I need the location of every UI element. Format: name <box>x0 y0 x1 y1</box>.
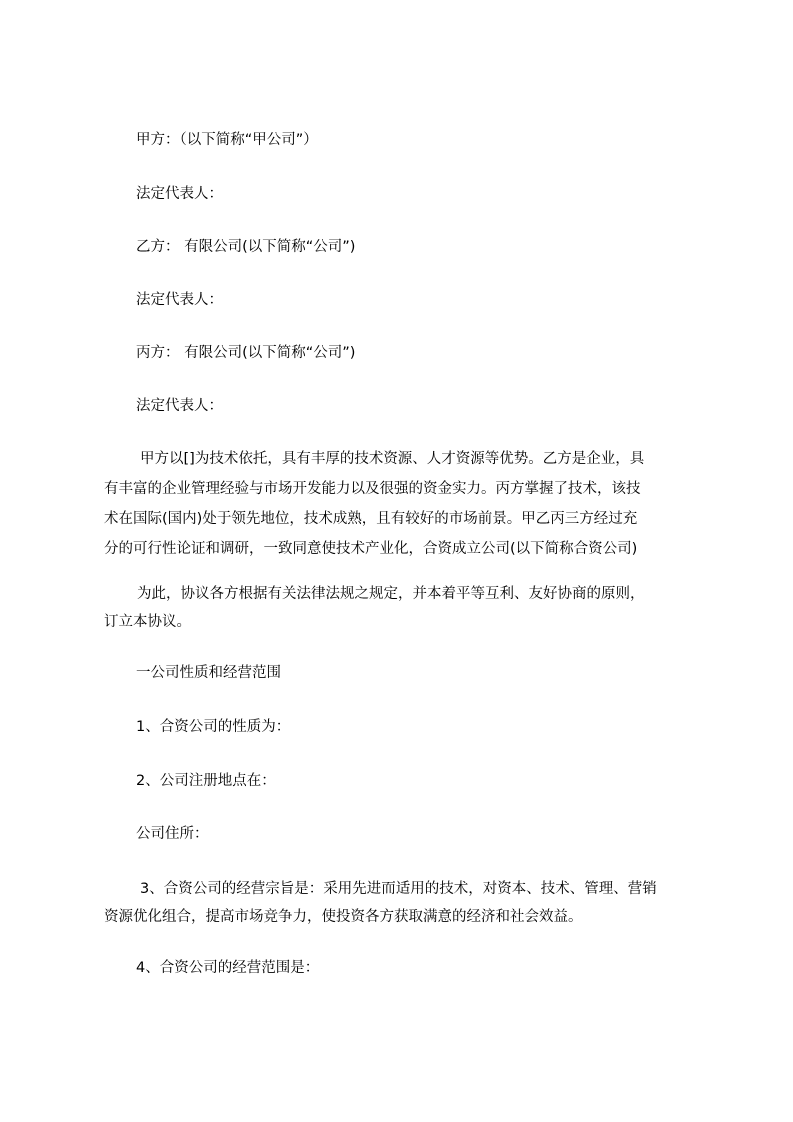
preamble-line: 分的可行性论证和调研，一致同意使技术产业化，合资成立公司(以下简称合资公司) <box>104 541 638 557</box>
item-1: 1、合资公司的性质为： <box>136 719 291 735</box>
agreement-line: 订立本协议。 <box>104 614 191 630</box>
section-1-title: 一公司性质和经营范围 <box>136 665 281 681</box>
party-b-representative: 法定代表人： <box>136 292 223 308</box>
party-c-representative: 法定代表人： <box>136 398 223 414</box>
party-a-representative: 法定代表人： <box>136 186 223 202</box>
company-address: 公司住所： <box>136 826 209 842</box>
item-4: 4、合资公司的经营范围是： <box>136 960 320 976</box>
preamble-line: 有丰富的企业管理经验与市场开发能力以及很强的资金实力。丙方掌握了技术，该技 <box>104 481 641 497</box>
party-c-line: 丙方： 有限公司(以下简称“公司”) <box>136 345 356 361</box>
preamble-line: 术在国际(国内)处于领先地位，技术成熟，且有较好的市场前景。甲乙丙三方经过充 <box>104 511 638 527</box>
item-2: 2、公司注册地点在： <box>136 773 276 789</box>
party-a-line: 甲方：（以下简称“甲公司”） <box>136 132 318 148</box>
item-3-line: 3、合资公司的经营宗旨是：采用先进而适用的技术，对资本、技术、管理、营销 <box>140 881 657 897</box>
item-3-line: 资源优化组合，提高市场竞争力，使投资各方获取满意的经济和社会效益。 <box>104 909 583 925</box>
party-b-line: 乙方： 有限公司(以下简称“公司”) <box>136 239 356 255</box>
preamble-line: 甲方以[]为技术依托，具有丰厚的技术资源、人才资源等优势。乙方是企业，具 <box>140 451 645 467</box>
agreement-line: 为此，协议各方根据有关法律法规之规定，并本着平等互利、友好协商的原则， <box>137 586 645 602</box>
